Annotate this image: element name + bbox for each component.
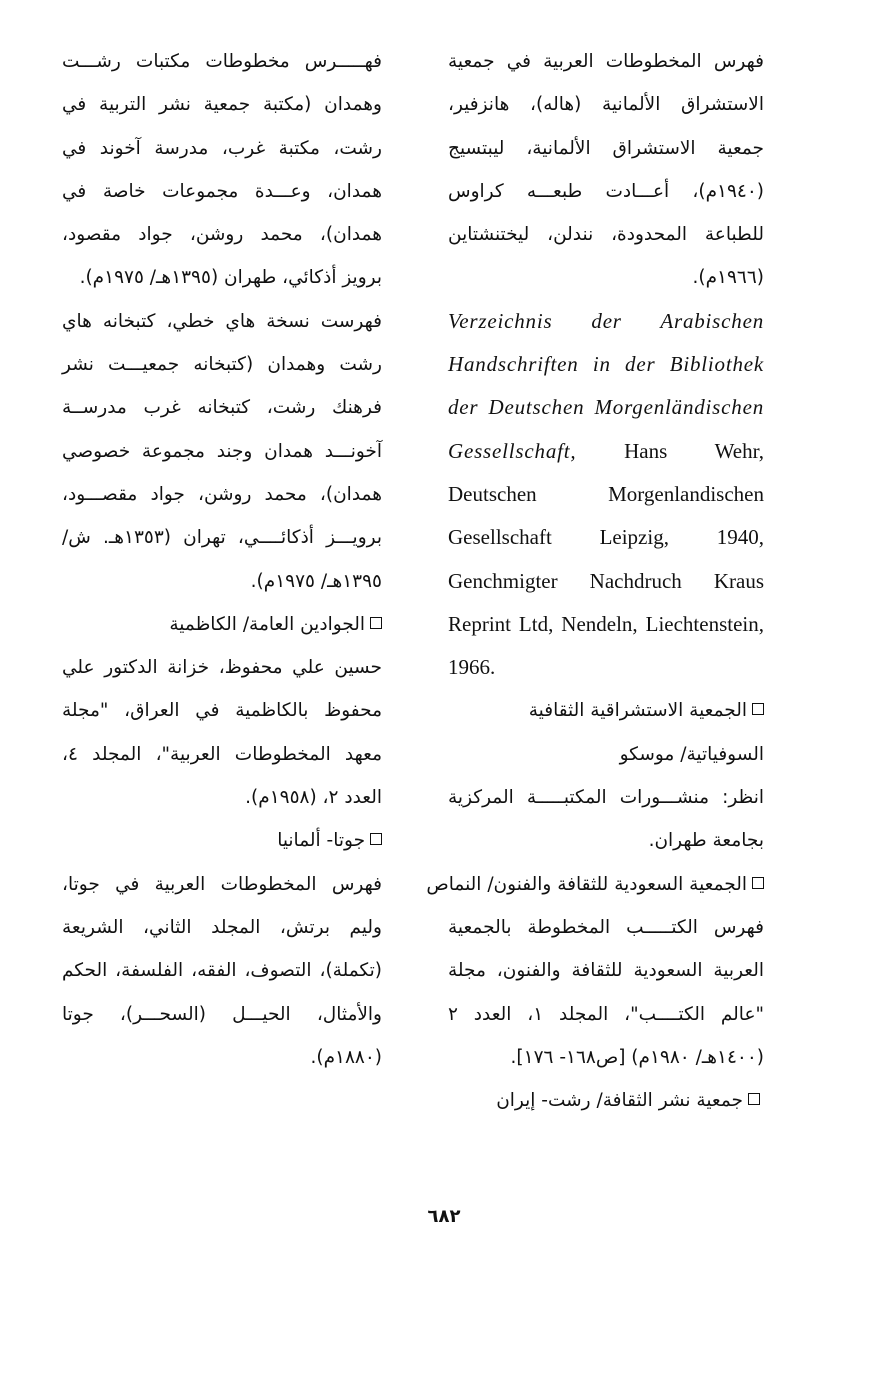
entry-rasht-hamadan-persian: فهرست نسخة هاي خطي، كتبخانه هاي رشت وهمدان (كتبخانه جمعيـــت نشر فرهنك رشت، كتبخانه غرب مدرســة آخونـــد همدان وجند مجموعة خصوصي همدان)، محمد روشن، جواد مقصـــود، برويـــز أذكائــــي، تهران (١٣٥٣هـ. ش/ ١٣٩٥هـ/ ١٩٧٥م). <box>62 310 382 592</box>
latin-details: Hans Wehr, Deutschen Morgenlandischen Gesellschaft Leipzig, 1940, Genchmigter Nachdruch Kraus Reprint Ltd, Nendeln, Liechtenstein, 1966. <box>448 438 764 680</box>
heading-kazimiya: الجوادين العامة/ الكاظمية <box>62 603 382 646</box>
latin-title: Verzeichnis der Arabischen Handschriften in der Bibliothek der Deutschen Morgenländischen Gessellschaft, <box>448 308 764 463</box>
heading-soviet-society: الجمعية الاستشراقية الثقافية السوفياتية/ موسكو <box>528 700 764 765</box>
heading-rasht-society: جمعية نشر الثقافة/ رشت- إيران <box>448 1079 764 1122</box>
checkbox-square-icon <box>748 1093 760 1105</box>
heading-saudi-society: الجمعية السعودية للثقافة والفنون/ النماص <box>448 863 764 906</box>
right-column <box>426 40 764 1122</box>
entry-hans-wehr-latin <box>448 300 764 690</box>
entry-hans-wehr-arabic: فهرس المخطوطات العربية في جمعية الاستشراق الألمانية (هاله)، هانزفير، جمعية الاستشراق الألمانية، ليبتسيج (١٩٤٠م)، أعـــادت طبعـــه كراوس للطباعة المحدودة، نندلن، ليختنشتاين (١٩٦٦م). <box>448 51 764 289</box>
entry-gotha-catalog: فهرس المخطوطات العربية في جوتا، وليم برتش، المجلد الثاني، الشريعة (تكملة)، التصوف، الفقه، الفلسفة، الحكم والأمثال، الحيـــل (السحـــر)، جوتا (١٨٨٠م). <box>62 873 382 1068</box>
heading-gotha: جوتا- ألمانيا <box>62 819 382 862</box>
page-number: ٦٨٢ <box>427 1206 461 1227</box>
entry-mahfouz-library: حسين علي محفوظ، خزانة الدكتور علي محفوظ بالكاظمية في العراق، "مجلة معهد المخطوطات العربية"، المجلد ٤، العدد ٢، (١٩٥٨م). <box>62 657 382 809</box>
entry-saudi-catalog: فهرس الكتـــــب المخطوطة بالجمعية العربية السعودية للثقافة والفنون، مجلة "عالم الكتــــب"، المجلد ١، العدد ٢ (١٤٠٠هـ/ ١٩٨٠م) [ص١٦٨- ١٧٦]. <box>448 916 764 1068</box>
checkbox-square-icon <box>752 703 764 715</box>
left-column <box>62 40 382 1079</box>
entry-tehran-university: انظر: منشـــورات المكتبـــــة المركزية بجامعة طهران. <box>448 787 764 852</box>
checkbox-square-icon <box>752 877 764 889</box>
checkbox-square-icon <box>370 617 382 629</box>
entry-rasht-hamadan-catalog: فهـــــرس مخطوطات مكتبات رشـــت وهمدان (مكتبة جمعية نشر التربية في رشت، مكتبة غرب، مدرسة آخوند في همدان، وعـــدة مجموعات خاصة في همدان)، محمد روشن، جواد مقصود، برويز أذكائي، طهران (١٣٩٥هـ/ ١٩٧٥م). <box>62 51 382 289</box>
checkbox-square-icon <box>370 833 382 845</box>
